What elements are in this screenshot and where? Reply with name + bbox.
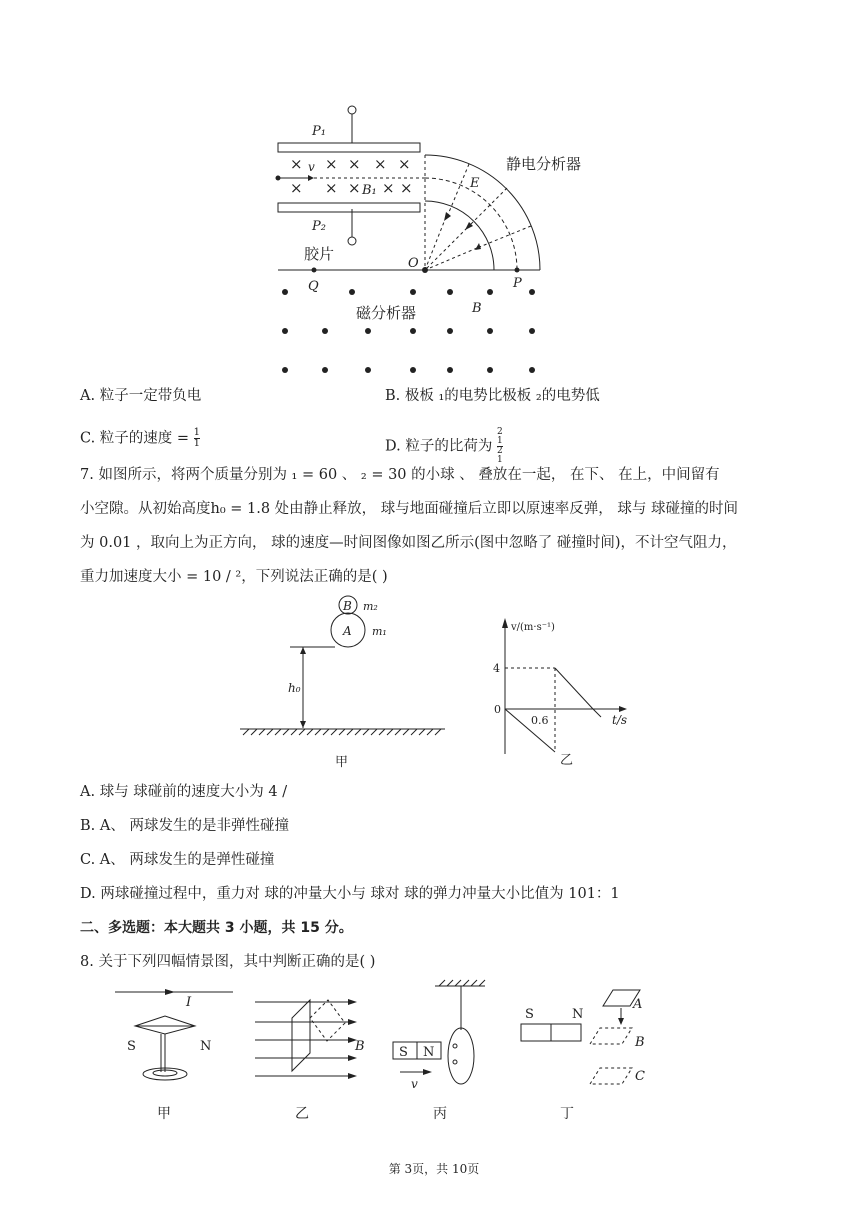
q7-line-1: 7. 如图所示，将两个质量分别为 ₁ = 60 、 ₂ = 30 的小球 、 叠放在一起， 在下、 在上，中间留有 <box>80 467 720 483</box>
svg-text:×: × <box>382 179 395 197</box>
q7-option-a: A. 球与 球碰前的速度大小为 4 / <box>80 784 288 800</box>
label-h0: h₀ <box>288 681 301 695</box>
q7-option-b: B. A、 两球发生的是非弹性碰撞 <box>80 818 289 834</box>
four-scenes-figure <box>105 978 665 1123</box>
svg-text:×: × <box>290 179 303 197</box>
label-n-bing: N <box>423 1045 435 1060</box>
label-v-bing: v <box>411 1077 418 1091</box>
caption-ding: 丁 <box>560 1106 574 1122</box>
svg-text:×: × <box>325 179 338 197</box>
q8-stem: 8. 关于下列四幅情景图，其中判断正确的是( ) <box>80 954 376 970</box>
caption-jia: 甲 <box>157 1106 171 1122</box>
tick-0: 0 <box>494 703 501 716</box>
label-t-axis: t/s <box>612 713 628 727</box>
label-b-ding: B <box>635 1035 645 1050</box>
label-n-ding: N <box>572 1007 584 1022</box>
label-q: Q <box>308 279 319 294</box>
svg-text:×: × <box>348 179 361 197</box>
caption-yi: 乙 <box>560 753 574 768</box>
label-m2: m₂ <box>363 600 378 613</box>
caption-yi: 乙 <box>295 1106 309 1122</box>
label-b1: B₁ <box>362 183 377 198</box>
q6-option-d-text: D. 粒子的比荷为 <box>385 438 493 455</box>
label-s-jia: S <box>127 1039 136 1054</box>
q7-line-2: 小空隙。从初始高度h₀ = 1.8 处由静止释放， 球与地面碰撞后立即以原速率反弹， 球与 球碰撞的时间 <box>80 501 739 517</box>
q7-option-c: C. A、 两球发生的是弹性碰撞 <box>80 852 275 868</box>
label-ball-a: A <box>343 624 352 638</box>
label-o: O <box>408 256 419 271</box>
svg-text:×: × <box>348 155 361 173</box>
label-s-ding: S <box>525 1007 534 1022</box>
caption-jia: 甲 <box>335 755 349 770</box>
label-p: P <box>513 276 522 291</box>
label-v: v <box>308 160 315 174</box>
label-current-i: I <box>186 995 192 1010</box>
label-s-bing: S <box>399 1045 408 1060</box>
q6-option-c <box>80 428 200 449</box>
label-a-ding: A <box>633 997 643 1012</box>
svg-text:×: × <box>398 155 411 173</box>
q7-line-3: 为 0.01 ，取向上为正方向， 球的速度—时间图像如图乙所示(图中忽略了 碰撞时间)，不计空气阻力， <box>80 535 737 551</box>
q7-option-d: D. 两球碰撞过程中，重力对 球的冲量大小与 球对 球的弹力冲量大小比值为 101：1 <box>80 886 620 902</box>
q6-option-c-text: C. 粒子的速度 = <box>80 430 190 447</box>
stacked-balls-figure <box>235 592 450 772</box>
q6-option-d <box>385 428 503 465</box>
label-magnetic-analyzer: 磁分析器 <box>356 304 417 322</box>
mass-spectrometer-figure <box>270 95 600 385</box>
label-v-axis: v/(m·s⁻¹) <box>511 622 555 633</box>
section-heading: 二、多选题：本大题共 3 小题，共 15 分。 <box>80 920 353 936</box>
label-film: 胶片 <box>304 245 335 263</box>
label-b: B <box>472 301 482 316</box>
label-p1: P₁ <box>312 124 326 139</box>
svg-text:×: × <box>290 155 303 173</box>
q7-line-4: 重力加速度大小 = 10 / ²，下列说法正确的是( ) <box>80 569 388 585</box>
fraction: 2 1 2 1 <box>496 427 503 465</box>
page-footer: 第 3页，共 10页 <box>388 1162 480 1176</box>
label-ball-b: B <box>343 599 352 613</box>
label-m1: m₁ <box>372 625 387 638</box>
tick-4: 4 <box>493 662 500 675</box>
label-n-jia: N <box>200 1039 212 1054</box>
svg-text:×: × <box>374 155 387 173</box>
svg-text:×: × <box>325 155 338 173</box>
label-b-yi: B <box>355 1039 365 1054</box>
q6-option-b: B. 极板 ₁的电势比极板 ₂的电势低 <box>385 388 600 404</box>
fraction: $\frac{1}{1}$ <box>193 427 201 449</box>
label-electrostatic-analyzer: 静电分析器 <box>506 155 582 173</box>
svg-text:×: × <box>400 179 413 197</box>
label-p2: P₂ <box>312 219 326 234</box>
tick-0-6: 0.6 <box>531 714 549 727</box>
label-e: E <box>470 176 480 191</box>
velocity-time-graph <box>475 612 645 772</box>
q6-option-a: A. 粒子一定带负电 <box>80 388 202 404</box>
label-c-ding: C <box>635 1069 645 1084</box>
caption-bing: 丙 <box>433 1106 447 1122</box>
